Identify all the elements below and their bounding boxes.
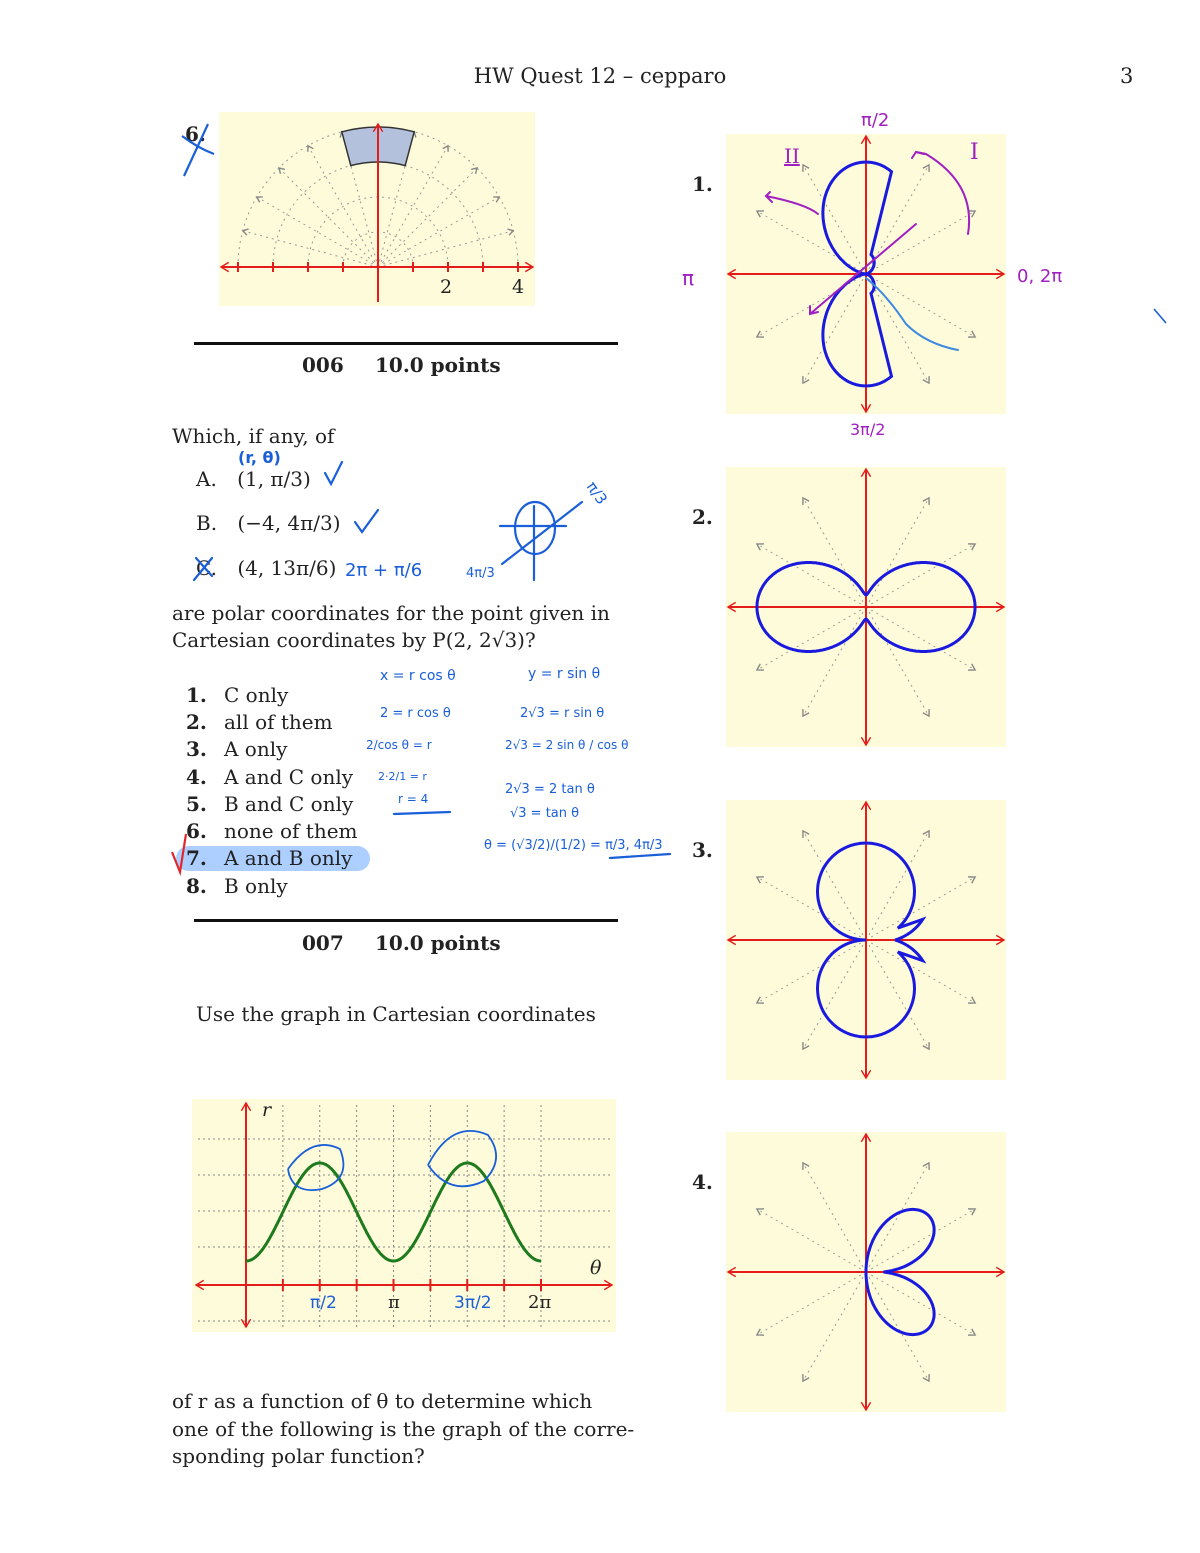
radial-arrow [803, 831, 809, 838]
answer-choice[interactable]: 1. C only [186, 683, 289, 707]
radial-gridline [757, 1209, 866, 1272]
polar-option-label: 1. [692, 172, 713, 196]
radial-gridline [866, 498, 929, 607]
note-three-pi-half: 3π/2 [454, 1293, 492, 1313]
radial-arrow [803, 498, 809, 505]
radial-gridline [378, 146, 448, 267]
note-four-pi-over-3: 4π/3 [466, 566, 495, 581]
answer-choice-selected[interactable]: 7. A and B only [186, 846, 353, 870]
radial-arrow [923, 1374, 929, 1381]
radial-gridline [803, 831, 866, 940]
page-number: 3 [1120, 64, 1134, 88]
radial-arrow [923, 709, 929, 716]
note-y-equation: y = r sin θ [528, 666, 601, 682]
answer-choice[interactable]: 4. A and C only [186, 765, 354, 789]
option-a-label: A. [196, 467, 217, 491]
question-outro-line2: one of the following is the graph of the corre- [172, 1417, 635, 1441]
radial-gridline [866, 877, 975, 940]
graph-tick-2pi: 2π [528, 1292, 552, 1313]
polar-option-label: 3. [692, 838, 713, 862]
note-step-4: 2√3 = 2 sin θ / cos θ [505, 738, 629, 752]
cross-mark-icon [178, 118, 218, 180]
question-divider [194, 919, 618, 922]
radial-gridline [378, 168, 477, 267]
note-axis-pi-half: π/2 [861, 110, 890, 131]
answer-choice[interactable]: 3. A only [186, 737, 288, 761]
radial-arrow [443, 146, 448, 152]
radial-gridline [803, 1272, 866, 1381]
radial-arrow [757, 544, 764, 550]
note-step-1: 2 = r cos θ [380, 706, 451, 721]
note-step-5: 2·2/1 = r [378, 770, 427, 783]
answer-choice[interactable]: 2. all of them [186, 710, 333, 734]
graph-y-label: r [262, 1099, 272, 1121]
note-axis-pi: π [682, 266, 695, 290]
radial-arrow [803, 1042, 809, 1049]
radial-arrow [243, 229, 249, 235]
radial-arrow [803, 1163, 809, 1170]
option-c-label: C. [196, 556, 217, 580]
note-step-7: 2√3 = 2 tan θ [505, 782, 595, 797]
note-r-theta: (r, θ) [238, 448, 281, 467]
radial-gridline [803, 607, 866, 716]
question-divider [194, 342, 618, 345]
polar-region-graph [219, 112, 535, 306]
radial-gridline [866, 940, 975, 1003]
graph-tick-pi: π [388, 1292, 400, 1313]
radial-gridline [803, 940, 866, 1049]
page-header [0, 64, 1200, 94]
radial-arrow [923, 1163, 929, 1170]
radial-gridline [866, 1209, 975, 1272]
polar-option-graph-2 [726, 467, 1006, 747]
note-axis-three-pi-half: 3π/2 [850, 420, 886, 439]
question-points: 10.0 points [375, 353, 501, 377]
question-stem-line1: are polar coordinates for the point given in [172, 601, 610, 625]
page-title: HW Quest 12 – cepparo [473, 64, 727, 88]
radial-gridline [866, 607, 929, 716]
note-step-2: 2√3 = r sin θ [520, 706, 605, 721]
answer-choice[interactable]: 8. B only [186, 874, 288, 898]
radial-arrow [757, 997, 764, 1003]
radial-gridline [803, 1163, 866, 1272]
radial-arrow [507, 229, 513, 235]
note-axis-zero: 0, 2π [1017, 266, 1063, 287]
note-pi-over-3: π/3 [582, 478, 611, 508]
note-step-9: θ = (√3/2)/(1/2) = π/3, 4π/3 [484, 838, 663, 853]
radial-arrow [803, 1374, 809, 1381]
question-number: 006 [302, 353, 344, 377]
radial-arrow [803, 709, 809, 716]
prev-choice-number: 6. [185, 122, 206, 146]
radial-gridline [757, 877, 866, 940]
polar-option-label: 2. [692, 505, 713, 529]
polar-option-graph-4 [726, 1132, 1006, 1412]
radial-arrow [757, 1329, 764, 1335]
question-number: 007 [302, 931, 344, 955]
polar-option-graph-3 [726, 800, 1006, 1080]
radial-arrow [923, 498, 929, 505]
radial-arrow [968, 1209, 975, 1215]
question-outro-line1: of r as a function of θ to determine which [172, 1389, 593, 1413]
radial-arrow [968, 664, 975, 670]
note-quadrant-1: I [970, 140, 979, 165]
question-outro-line3: sponding polar function? [172, 1444, 425, 1468]
note-option-c: 2π + π/6 [345, 560, 423, 581]
question-stem-line2: Cartesian coordinates by P(2, 2√3)? [172, 628, 536, 652]
radial-arrow [923, 831, 929, 838]
question-intro: Use the graph in Cartesian coordinates [196, 1002, 596, 1026]
radial-arrow [757, 877, 764, 883]
graph-x-label: θ [590, 1257, 602, 1279]
radial-gridline [866, 1272, 975, 1335]
radial-arrow [757, 664, 764, 670]
note-step-6: r = 4 [398, 792, 429, 806]
polar-option-label: 4. [692, 1170, 713, 1194]
radial-arrow [968, 877, 975, 883]
option-b-label: B. [196, 511, 218, 535]
radial-gridline [378, 231, 513, 267]
radial-arrow [257, 197, 263, 202]
radial-arrow [493, 197, 499, 202]
axis-tick-4: 4 [512, 276, 525, 298]
option-b-value: (−4, 4π/3) [237, 511, 341, 535]
axis-tick-2: 2 [440, 276, 453, 298]
radial-gridline [803, 498, 866, 607]
radial-gridline [757, 1272, 866, 1335]
radial-gridline [757, 940, 866, 1003]
note-quadrant-2: II [784, 144, 800, 168]
note-step-8: √3 = tan θ [510, 806, 580, 821]
note-x-equation: x = r cos θ [380, 668, 456, 684]
note-pi-half: π/2 [310, 1293, 337, 1313]
cartesian-r-theta-graph [192, 1099, 616, 1332]
ink-arrows-icon [726, 134, 1006, 414]
radial-arrow [757, 1209, 764, 1215]
radial-gridline [378, 197, 499, 267]
radial-arrow [968, 997, 975, 1003]
radial-arrow [308, 146, 313, 152]
question-points: 10.0 points [375, 931, 501, 955]
answer-choice[interactable]: 5. B and C only [186, 792, 354, 816]
note-step-3: 2/cos θ = r [366, 738, 432, 752]
option-a-value: (1, π/3) [237, 467, 311, 491]
option-c-value: (4, 13π/6) [237, 556, 337, 580]
radial-arrow [968, 544, 975, 550]
question-stem-intro: Which, if any, of [172, 424, 335, 448]
answer-choice[interactable]: 6. none of them [186, 819, 358, 843]
radial-arrow [923, 1042, 929, 1049]
radial-arrow [968, 1329, 975, 1335]
stray-mark-icon [1150, 305, 1170, 329]
